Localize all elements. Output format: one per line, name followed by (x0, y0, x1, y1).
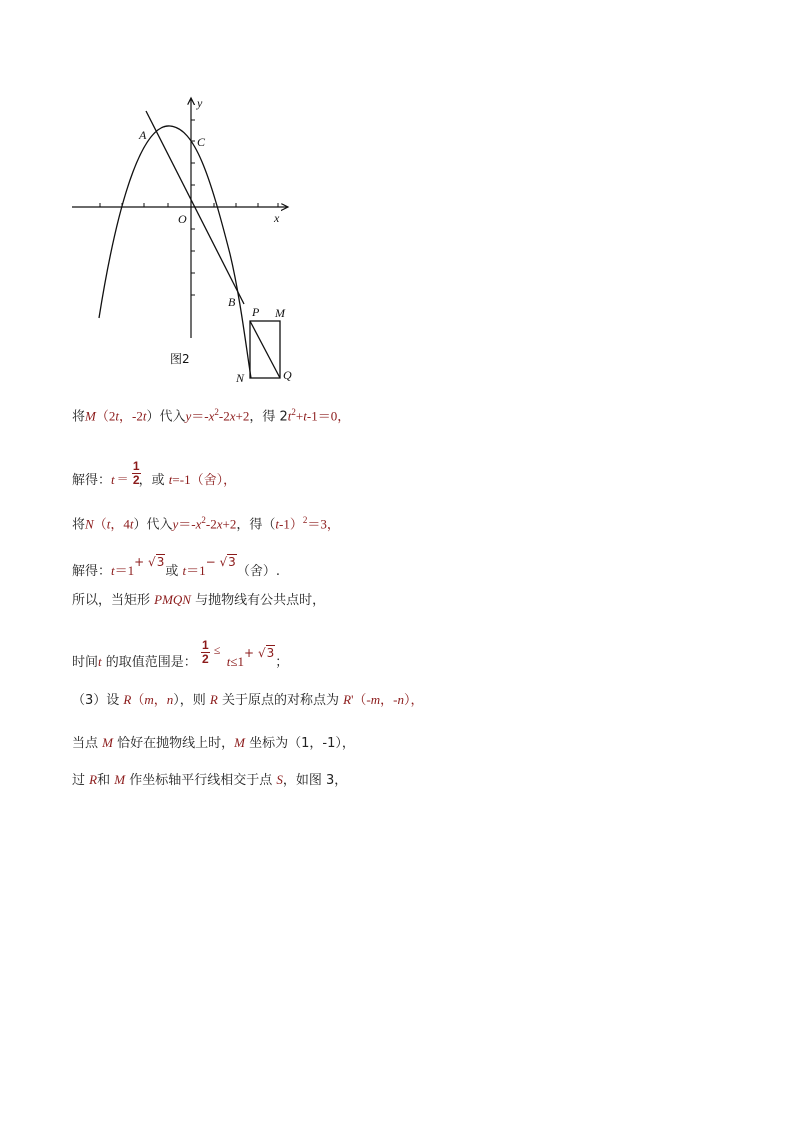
math-segment: ，- (380, 692, 398, 707)
fraction-denominator: 2 (201, 652, 209, 666)
solution-line-4 (72, 555, 280, 580)
math-var: t (106, 516, 111, 532)
math-var: PMQN (154, 592, 191, 607)
math-segment: ＝- (191, 408, 209, 424)
math-var: R (123, 692, 132, 707)
sqrt-symbol: √ (219, 555, 228, 569)
minus-sign: − (205, 555, 216, 569)
math-var: t (287, 408, 292, 424)
math-var: t (168, 472, 173, 487)
math-segment: '（- (351, 692, 371, 707)
math-segment: （ (93, 516, 107, 532)
fraction-numerator: 1 (132, 459, 140, 473)
solution-line-5 (72, 592, 325, 609)
text-segment: 解得： (72, 473, 112, 488)
text-segment: （3）设 (72, 693, 124, 708)
radicand: 3 (156, 555, 165, 569)
text-segment: 所以，当矩形 (72, 593, 155, 608)
text-segment: 作坐标轴平行线相交于点 (125, 773, 277, 788)
label-M: M (275, 306, 285, 320)
math-segment: ，-2 (119, 408, 143, 424)
text-segment: 或 (165, 564, 183, 579)
plus-sign: + (134, 555, 145, 569)
math-exponent: 2 (302, 515, 308, 525)
math-var: M (234, 735, 245, 750)
math-var: t (129, 516, 134, 532)
math-segment: ＝- (178, 516, 196, 532)
math-var: M (85, 408, 96, 424)
text-segment: 解得： (72, 564, 112, 579)
math-segment: ＝1 (114, 563, 135, 578)
math-segment: ＝1 (186, 563, 206, 578)
math-var: t (275, 516, 279, 532)
math-var: t (115, 408, 119, 424)
math-segment: （2 (95, 408, 116, 424)
math-var: S (276, 772, 283, 787)
math-var: x (229, 408, 236, 424)
math-var: N (85, 516, 94, 532)
math-segment: -1） (279, 516, 303, 532)
solution-line-9 (72, 772, 347, 789)
math-segment: ，4 (110, 516, 130, 532)
math-var: t (111, 472, 115, 487)
text-segment: ，或 (138, 473, 169, 488)
text-segment: ）代入 (133, 517, 173, 533)
text-segment: ）代入 (146, 409, 186, 425)
math-segment: -1＝0， (306, 408, 351, 424)
text-segment: 恰好在抛物线上时， (112, 736, 235, 751)
math-var: t (182, 563, 187, 578)
label-C: C (197, 135, 206, 149)
diagonal-PQ (250, 321, 280, 378)
math-segment: + (295, 408, 304, 424)
solution-line-3 (72, 512, 340, 533)
math-exponent: 2 (201, 515, 206, 525)
figure-2 (60, 86, 310, 396)
fraction-denominator: 2 (132, 473, 140, 487)
label-x: x (274, 211, 280, 225)
label-y: y (197, 96, 203, 110)
math-segment: +2 (222, 516, 237, 532)
text-segment: 将 (72, 409, 86, 425)
math-exponent: 2 (291, 407, 296, 417)
minus-sqrt3 (206, 555, 237, 569)
sqrt-symbol: √ (257, 646, 266, 660)
math-var: x (216, 516, 223, 532)
text-segment: 的取值范围是： (101, 655, 197, 670)
math-var: R (343, 692, 352, 707)
math-segment: ， (153, 692, 167, 707)
equals-sign: ＝ (116, 471, 129, 486)
figure-2-graph (60, 86, 310, 396)
text-segment: ； (275, 655, 289, 670)
solution-line-6 (72, 638, 289, 671)
text-segment: ，得（ (236, 517, 276, 533)
leq-sign: ≤ (213, 642, 221, 657)
math-var: n (397, 692, 404, 707)
math-var: y (172, 516, 179, 532)
solution-line-1 (72, 404, 350, 425)
solution-line-7 (72, 692, 424, 709)
text-segment: ），则 (173, 693, 210, 708)
plus-sqrt3 (134, 555, 165, 569)
math-var: R (209, 692, 218, 707)
math-segment: （ (131, 692, 145, 707)
label-N: N (236, 371, 245, 385)
fraction-numerator: 1 (201, 638, 209, 652)
text-segment: 过 (72, 773, 90, 788)
figure-caption: 图2 (170, 352, 190, 366)
math-segment: -2 (205, 516, 217, 532)
math-var: m (144, 692, 154, 707)
math-segment: -2 (218, 408, 230, 424)
math-segment: ＝3， (307, 516, 340, 532)
math-var: m (370, 692, 381, 707)
math-exponent: 2 (214, 407, 219, 417)
text-segment: 关于原点的对称点为 (217, 693, 344, 708)
math-segment: ≤1 (230, 654, 245, 669)
math-segment: +2 (235, 408, 250, 424)
math-var: t (98, 654, 102, 669)
text-segment: 和 (97, 773, 115, 788)
math-var: M (102, 735, 113, 750)
radicand: 3 (228, 555, 236, 569)
solution-line-8 (72, 735, 355, 752)
text-segment: 坐标为（1，-1）， (244, 736, 355, 751)
math-var: M (114, 772, 126, 787)
math-segment: ）， (404, 692, 424, 707)
radicand: 3 (266, 646, 275, 660)
math-var: t (226, 654, 231, 669)
label-Q: Q (283, 368, 292, 382)
text-segment: ，如图 3， (282, 773, 348, 788)
math-segment: =-1（舍）， (172, 472, 237, 487)
math-var: t (142, 408, 147, 424)
text-segment: 时间 (72, 655, 99, 670)
sqrt-symbol: √ (148, 555, 156, 569)
math-var: x (208, 408, 215, 424)
label-A: A (139, 128, 147, 142)
text-segment: ，得 2 (249, 409, 288, 425)
plus-sign: + (244, 646, 255, 660)
text-segment: 与抛物线有公共点时， (190, 593, 326, 608)
math-var: n (166, 692, 174, 707)
solution-line-2 (72, 459, 237, 489)
label-B: B (228, 295, 236, 309)
plus-sqrt3 (244, 646, 275, 660)
x-axis-ticks (100, 203, 278, 207)
math-var: R (89, 772, 98, 787)
text-segment: （舍）. (236, 564, 280, 579)
math-var: t (303, 408, 307, 424)
math-var: t (111, 563, 115, 578)
text-segment: 当点 (72, 736, 103, 751)
label-P: P (252, 305, 260, 319)
text-segment: 将 (72, 517, 86, 533)
math-var: y (185, 408, 192, 424)
label-O: O (178, 212, 187, 226)
parabola (99, 126, 251, 378)
math-var: x (195, 516, 202, 532)
